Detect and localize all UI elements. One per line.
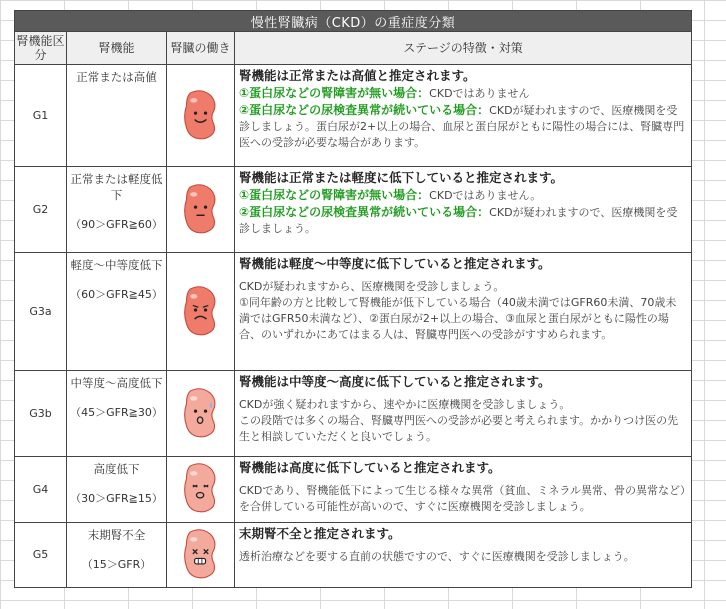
kidney-function-cell: [67, 253, 167, 371]
kidney-function-cell: [67, 522, 167, 587]
stage-body: CKDであり、腎機能低下によって生じる様々な異常（貧血、ミネラル異常、骨の異常など）を合併している可能性が高いので、すぐに医療機関を受診しましょう。: [239, 484, 686, 514]
stage-headline: 腎機能は高度に低下していると推定されます。: [239, 460, 501, 476]
stage-category: G3b: [15, 371, 67, 457]
stage-condition: [239, 85, 687, 102]
stage-row: [15, 253, 692, 371]
condition-label: ①蛋白尿などの腎障害が無い場合：: [239, 86, 430, 101]
stage-condition: [239, 204, 687, 237]
kidney-illustration-cell: [167, 522, 235, 587]
stage-category: G5: [15, 522, 67, 587]
stage-category: G4: [15, 457, 67, 522]
stage-body: CKDが強く疑われますから、速やかに医療機関を受診しましょう。 この段階では多くの場合、腎臓専門医への受診が必要と考えられます。かかりつけ医の先生と相談していただくと良いでしょう。: [239, 398, 679, 444]
stage-row: [15, 371, 692, 457]
stage-headline: 腎機能は軽度～中等度に低下していると推定されます。: [239, 256, 551, 272]
kidney-distress-icon: [181, 460, 221, 518]
stage-row: [15, 522, 692, 587]
kidney-neutral-icon: [181, 181, 221, 239]
header-stage: ステージの特徴・対策: [235, 32, 692, 65]
header-category: 腎機能区分: [15, 32, 67, 65]
stage-category: G1: [15, 65, 67, 167]
condition-label: ②蛋白尿などの尿検査異常が続いている場合：: [239, 103, 490, 118]
kidney-function-label: 正常または軽度低下: [70, 172, 163, 203]
stage-description: [235, 253, 692, 371]
stage-row: [15, 167, 692, 253]
stage-description: [235, 65, 692, 167]
stage-category: G3a: [15, 253, 67, 371]
header-kidney: 腎臓の働き: [167, 32, 235, 65]
stage-headline: 末期腎不全と推定されます。: [239, 525, 401, 541]
table-title: 慢性腎臓病（CKD）の重症度分類: [15, 11, 692, 32]
gfr-range: （30＞GFR≧15）: [70, 492, 163, 506]
stage-headline: 腎機能は正常または高値と推定されます。: [239, 68, 476, 84]
gfr-range: （15＞GFR）: [81, 557, 152, 571]
kidney-function-label: 末期腎不全: [87, 527, 146, 542]
gfr-range: （45＞GFR≧30）: [70, 406, 163, 420]
stage-condition: [239, 102, 687, 151]
gfr-range: （60＞GFR≧45）: [70, 288, 163, 302]
condition-label: ①蛋白尿などの腎障害が無い場合：: [239, 188, 430, 203]
kidney-function-label: 軽度～中等度低下: [70, 258, 163, 273]
stage-condition: [239, 187, 687, 204]
stage-headline: 腎機能は中等度～高度に低下していると推定されます。: [239, 374, 551, 390]
kidney-function-label: 高度低下: [93, 462, 140, 477]
kidney-illustration-cell: [167, 457, 235, 522]
kidney-function-label: 正常または高値: [76, 70, 157, 85]
condition-text: CKDではありません。: [429, 189, 542, 203]
condition-text: CKDが疑われますので、医療機関を受診しましょう。: [239, 206, 678, 236]
kidney-function-cell: [67, 457, 167, 522]
stage-description: [235, 522, 692, 587]
stage-headline: 腎機能は正常または軽度に低下していると推定されます。: [239, 170, 564, 186]
kidney-illustration-cell: [167, 371, 235, 457]
header-function: 腎機能: [67, 32, 167, 65]
kidney-frown-icon: [181, 283, 221, 341]
kidney-failure-icon: [181, 526, 221, 584]
kidney-smile-icon: [181, 87, 221, 145]
kidney-function-cell: [67, 371, 167, 457]
kidney-illustration-cell: [167, 253, 235, 371]
stage-row: [15, 65, 692, 167]
ckd-severity-table: [14, 10, 692, 588]
condition-text: CKDが疑われますので、医療機関を受診しましょう。蛋白尿が2+以上の場合、血尿と蛋白尿がともに陽性の場合には、腎臓専門医への受診が必要な場合があります。: [239, 104, 685, 150]
kidney-function-label: 中等度～高度低下: [70, 376, 163, 391]
kidney-function-cell: [67, 65, 167, 167]
kidney-function-cell: [67, 167, 167, 253]
kidney-sweat-icon: [181, 385, 221, 443]
stage-body: 透析治療などを要する直前の状態ですので、すぐに医療機関を受診しましょう。: [239, 549, 635, 563]
stage-description: [235, 371, 692, 457]
gfr-range: （90＞GFR≧60）: [70, 218, 163, 232]
stage-description: [235, 167, 692, 253]
stage-body: CKDが疑われますから、医療機関を受診しましょう。 ①同年齢の方と比較して腎機能が低下している場合（40歳未満ではGFR60未満、70歳未満ではGFR50未満など）、②蛋白尿が2+以上の場合、③血尿と蛋白尿がともに陽性の場合、のいずれかにあてはまる人は、腎臓専門医への受診がすすめられます。: [239, 280, 677, 342]
kidney-illustration-cell: [167, 65, 235, 167]
stage-description: [235, 457, 692, 522]
stage-row: [15, 457, 692, 522]
kidney-illustration-cell: [167, 167, 235, 253]
condition-text: CKDではありません: [429, 87, 530, 101]
stage-category: G2: [15, 167, 67, 253]
condition-label: ②蛋白尿などの尿検査異常が続いている場合：: [239, 205, 490, 220]
